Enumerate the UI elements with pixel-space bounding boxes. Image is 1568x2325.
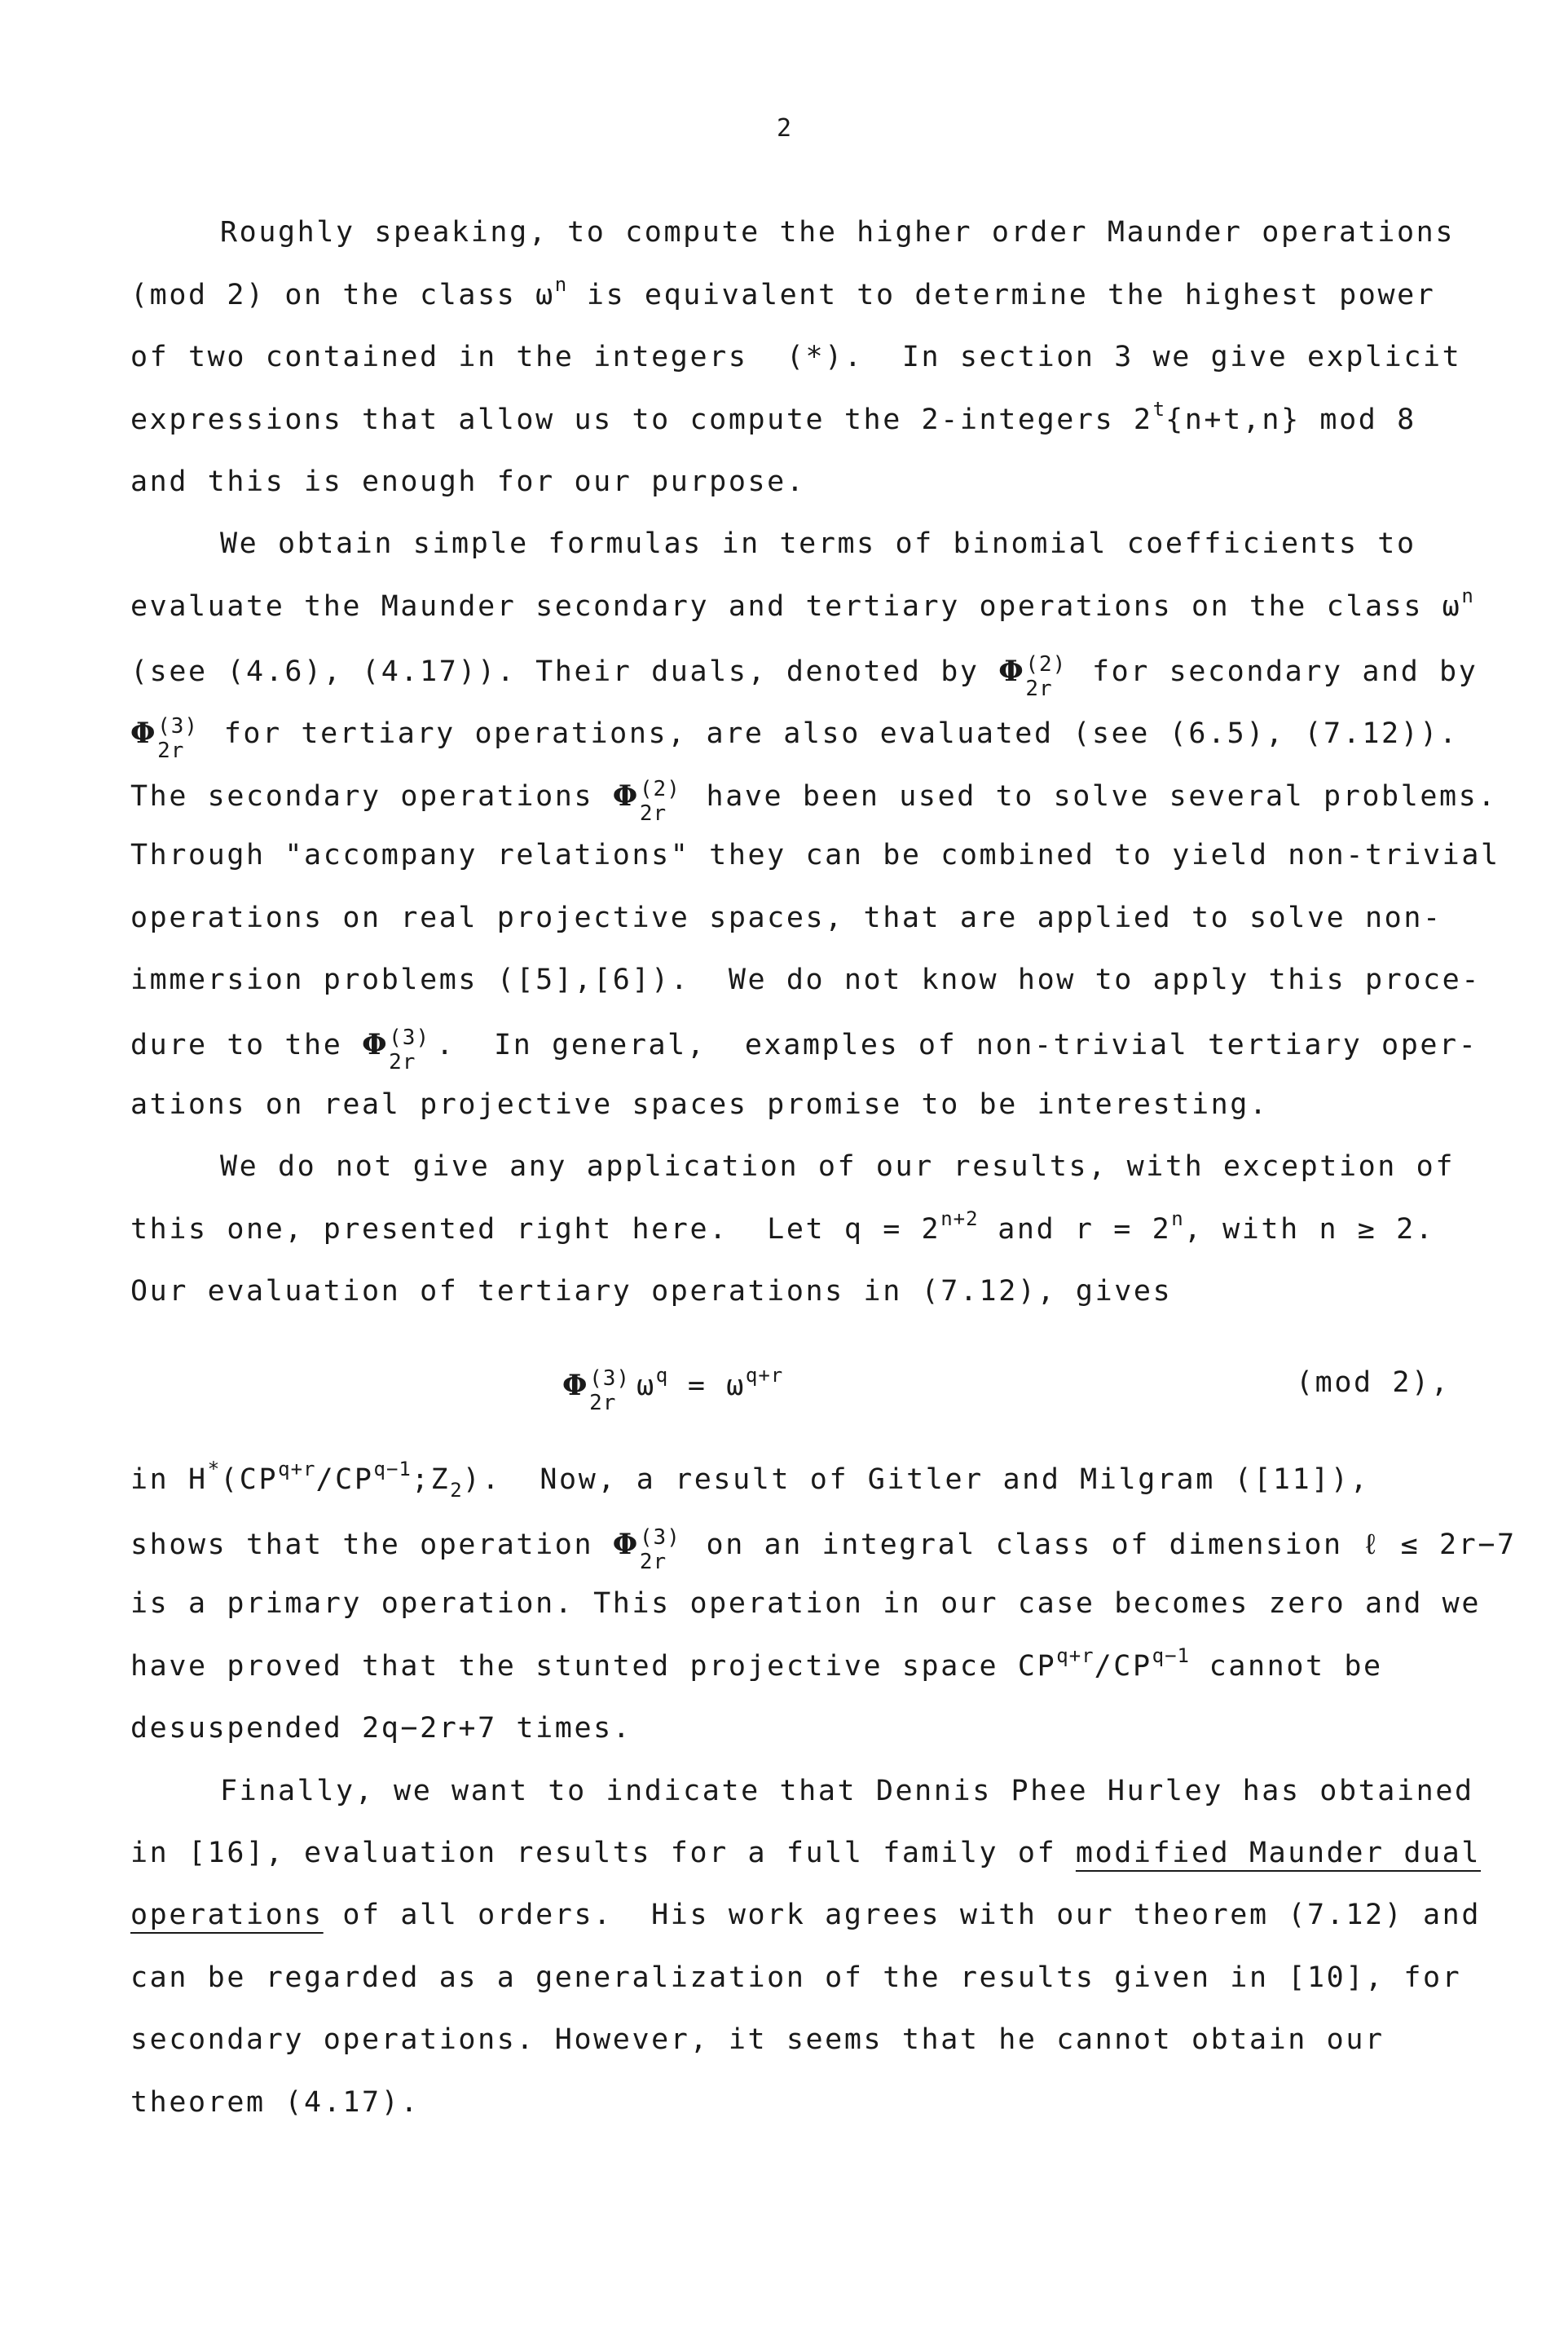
paragraph-2-line-6: Through "accompany relations" they can be combined to yield non-trivial (130, 839, 1500, 871)
paragraph-1-line-3: of two contained in the integers (*). In section 3 we give explicit (130, 341, 1462, 373)
phi-indices: (3) 2r (389, 1026, 430, 1074)
paragraph-2-line-9: dure to the Φ (3) 2r . In general, examples of non-trivial tertiary oper- (130, 1026, 1478, 1074)
paragraph-2-line-5: The secondary operations Φ (2) 2r have been used to solve several problems. (130, 777, 1498, 826)
page-number: 2 (776, 114, 792, 143)
paragraph-2-line-4: Φ (3) 2r for tertiary operations, are also evaluated (see (6.5), (7.12)). (130, 714, 1459, 763)
paragraph-2-line-7: operations on real projective spaces, that are applied to solve non- (130, 902, 1442, 934)
paragraph-2-line-1: We obtain simple formulas in terms of binomial coefficients to (220, 527, 1416, 560)
phi-indices: (3) 2r (157, 714, 199, 763)
phi-indices: (2) 2r (639, 777, 680, 826)
paragraph-2-line-8: immersion problems ([5],[6]). We do not know how to apply this proce- (130, 964, 1482, 996)
paragraph-4-line-5: desuspended 2q−2r+7 times. (130, 1712, 632, 1745)
phi-symbol: Φ (612, 779, 640, 813)
phi-symbol: Φ (130, 717, 158, 750)
paragraph-5-line-2: in [16], evaluation results for a full family of modified Maunder dual (130, 1837, 1482, 1869)
paragraph-2-line-3: (see (4.6), (4.17)). Their duals, denoted by Φ (2) 2r for secondary and by (130, 652, 1478, 701)
underlined-term: operations (130, 1899, 324, 1931)
paragraph-5-line-4: can be regarded as a generalization of the results given in [10], for (130, 1961, 1462, 1994)
paragraph-3-line-2: this one, presented right here. Let $q = 2^{n+2}$ and $r = 2^n$, with n ≥ 2. (130, 1207, 1435, 1246)
paragraph-5-line-6: theorem (4.17). (130, 2086, 421, 2119)
underlined-term: modified Maunder dual (1075, 1837, 1482, 1869)
phi-symbol: Φ (362, 1028, 390, 1061)
paragraph-5-line-1: Finally, we want to indicate that Dennis Phee Hurley has obtained (220, 1775, 1474, 1807)
phi-symbol: Φ (562, 1369, 590, 1402)
paragraph-4-line-3: is a primary operation. This operation in our case becomes zero and we (130, 1587, 1482, 1620)
paragraph-3-line-3: Our evaluation of tertiary operations in (7.12), gives (130, 1275, 1173, 1308)
equation-tag: (mod 2), (1296, 1366, 1451, 1399)
phi-indices: (3) 2r (639, 1525, 680, 1574)
display-equation: Φ (3) 2r $\omega^q = \omega^{q+r}$ (562, 1364, 784, 1415)
phi-symbol: Φ (612, 1528, 640, 1561)
paragraph-2-line-10: ations on real projective spaces promise to be interesting. (130, 1088, 1269, 1121)
phi-indices: (3) 2r (589, 1366, 631, 1415)
paragraph-1-line-5: and this is enough for our purpose. (130, 465, 806, 498)
paragraph-1-line-2: (mod 2) on the class $\omega^n$ is equivalent to determine the highest power (130, 273, 1436, 311)
paragraph-3-line-1: We do not give any application of our results, with exception of (220, 1150, 1455, 1183)
paragraph-5-line-3: operations of all orders. His work agrees with our theorem (7.12) and (130, 1899, 1482, 1931)
paragraph-4-line-2: shows that the operation Φ (3) 2r on an integral class of dimension ℓ ≤ 2r−7 (130, 1525, 1517, 1574)
paragraph-1-line-4: expressions that allow us to compute the 2-integers $2^t\{n+t,n\}$ mod 8 (130, 398, 1416, 436)
paragraph-1-line-1: Roughly speaking, to compute the higher order Maunder operations (220, 216, 1455, 249)
phi-symbol: Φ (998, 655, 1026, 688)
phi-indices: (2) 2r (1025, 652, 1067, 701)
paragraph-4-line-4: have proved that the stunted projective space $CP^{q+r}/CP^{q-1}$ cannot be (130, 1644, 1383, 1683)
paragraph-2-line-2: evaluate the Maunder secondary and tertiary operations on the class $\omega^n$ (130, 585, 1474, 623)
paragraph-5-line-5: secondary operations. However, it seems that he cannot obtain our (130, 2023, 1385, 2056)
paragraph-4-line-1: in $H^*(CP^{q+r}/CP^{q-1};Z_2)$. Now, a result of Gitler and Milgram ([11]), (130, 1458, 1370, 1502)
